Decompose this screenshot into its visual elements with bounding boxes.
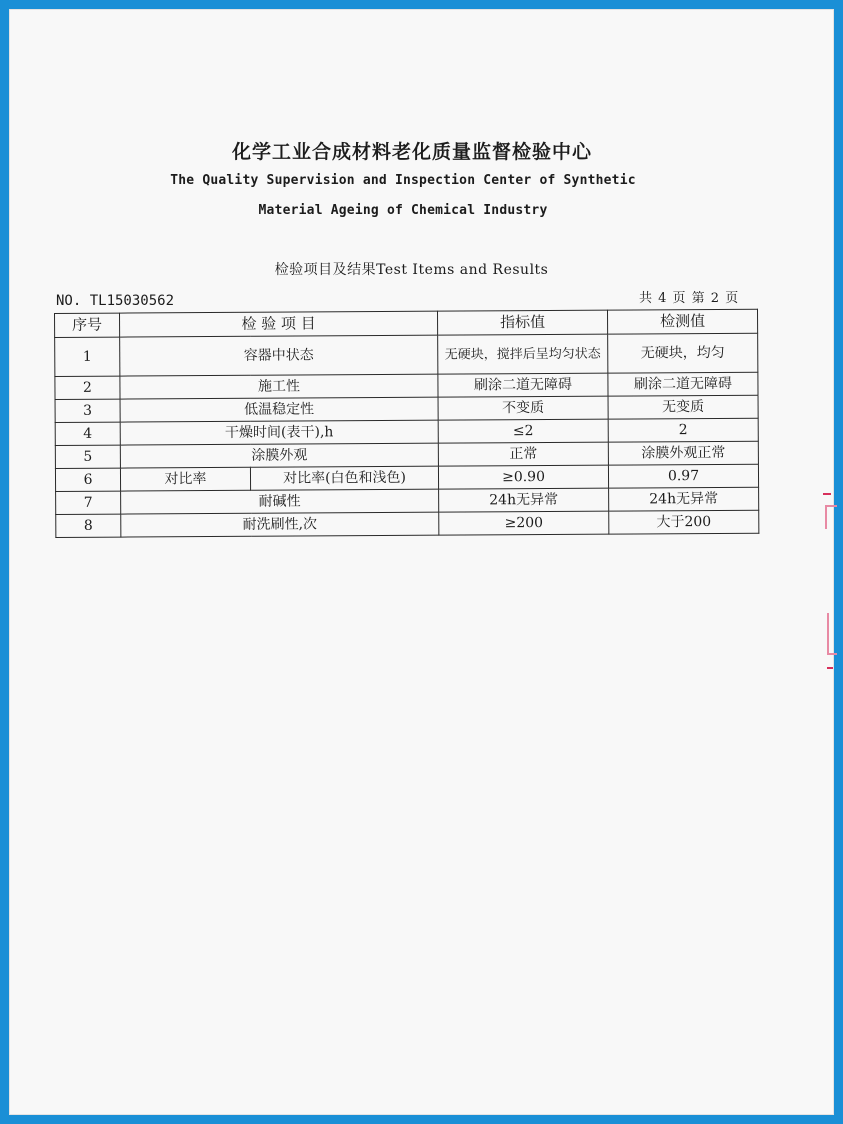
row-no: 8: [56, 514, 121, 537]
row-spec: 24h无异常: [439, 488, 609, 512]
document-title-en-line2: Material Ageing of Chemical Industry: [258, 203, 548, 218]
header-no: 序号: [55, 313, 120, 337]
row-item: 耐碱性: [121, 489, 439, 514]
row-spec: 正常: [438, 442, 608, 466]
table-row: [55, 333, 758, 376]
row-value: 大于200: [609, 510, 759, 534]
row-spec: 不变质: [438, 396, 608, 420]
results-table: [54, 309, 759, 538]
page-count: 共 4 页 第 2 页: [639, 291, 740, 306]
row-value: 无硬块，均匀: [608, 333, 758, 373]
row-no: 4: [55, 422, 120, 445]
stamp-edge-mark: [823, 493, 831, 495]
row-no: 5: [55, 445, 120, 468]
row-spec: ≥200: [439, 511, 609, 535]
report-number: NO. TL15030562: [56, 293, 175, 309]
stamp-edge-mark: [827, 613, 837, 655]
row-item: 耐洗刷性,次: [121, 512, 439, 537]
row-spec: 无硬块，搅拌后呈均匀状态: [438, 334, 608, 374]
row-item: 对比率(白色和浅色): [250, 466, 438, 490]
row-no: 6: [55, 468, 120, 491]
row-no: 7: [56, 491, 121, 514]
row-item-group: 对比率: [120, 467, 250, 491]
stamp-edge-mark: [827, 667, 833, 669]
stamp-edge-mark: [825, 505, 837, 529]
row-value: 0.97: [608, 464, 758, 488]
document-title-cn: 化学工业合成材料老化质量监督检验中心: [231, 141, 592, 163]
document-title-en-line1: The Quality Supervision and Inspection Center of Synthetic: [170, 173, 636, 188]
row-value: 24h无异常: [609, 487, 759, 511]
header-spec: 指标值: [437, 310, 607, 335]
header-item: 检 验 项 目: [120, 311, 438, 337]
row-value: 涂膜外观正常: [608, 441, 758, 465]
header-value: 检测值: [607, 309, 757, 334]
row-no: 2: [55, 376, 120, 399]
row-item: 涂膜外观: [120, 443, 438, 468]
row-item: 干燥时间(表干),h: [120, 420, 438, 445]
row-spec: 刷涂二道无障碍: [438, 373, 608, 397]
document-page: [9, 9, 834, 1115]
row-item: 施工性: [120, 374, 438, 399]
document-frame: [9, 9, 834, 1115]
table-row: [56, 510, 759, 537]
row-item: 低温稳定性: [120, 397, 438, 422]
row-no: 3: [55, 399, 120, 422]
row-item: 容器中状态: [120, 335, 438, 376]
row-value: 2: [608, 418, 758, 442]
row-spec: ≥0.90: [438, 465, 608, 489]
row-value: 刷涂二道无障碍: [608, 372, 758, 396]
row-value: 无变质: [608, 395, 758, 419]
section-subtitle: 检验项目及结果Test Items and Results: [274, 262, 549, 278]
row-spec: ≤2: [438, 419, 608, 443]
row-no: 1: [55, 337, 120, 376]
